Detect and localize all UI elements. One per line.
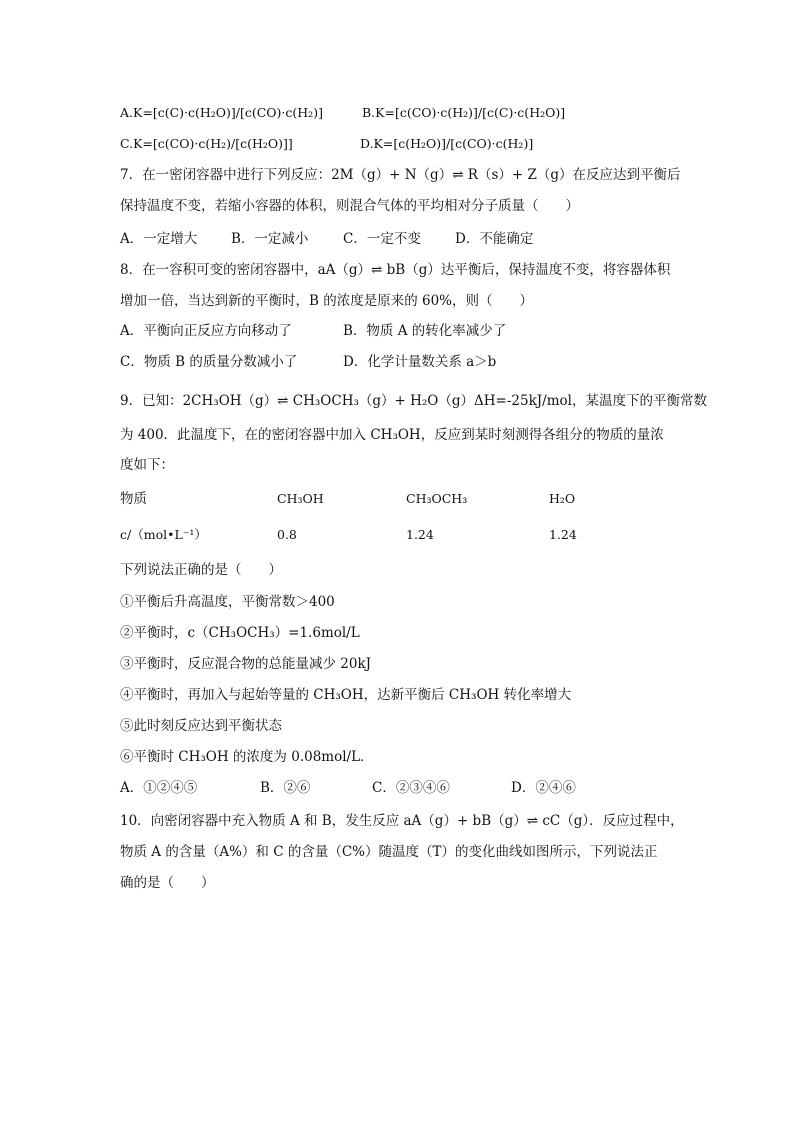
table-header-ch3och3: CH₃OCH₃ xyxy=(406,491,468,506)
table-header-h2o: H₂O xyxy=(549,491,576,506)
q6-option-a: A.K=[c(C)·c(H₂O)]/[c(CO)·c(H₂)] xyxy=(120,105,323,120)
q10-stem-line1: 10．向密闭容器中充入物质 A 和 B，发生反应 aA（g）+ bB（g）⇌ cC（g）．反应过程中， xyxy=(120,813,684,829)
q8-stem-line2: 增加一倍，当达到新的平衡时，B 的浓度是原来的 60%，则（ ） xyxy=(120,293,534,309)
q9-statement-2: ②平衡时，c（CH₃OCH₃）=1.6mol/L xyxy=(120,625,360,641)
q7-stem-line2: 保持温度不变，若缩小容器的体积，则混合气体的平均相对分子质量（ ） xyxy=(120,198,579,214)
q9-statement-5: ⑤此时刻反应达到平衡状态 xyxy=(120,718,282,734)
q7-stem-line1: 7．在一密闭容器中进行下列反应：2M（g）+ N（g）⇌ R（s）+ Z（g）在反应达到平衡后 xyxy=(120,167,681,183)
q6-option-d: D.K=[c(H₂O)]/[c(CO)·c(H₂)] xyxy=(360,136,534,151)
table-cell-ch3och3: 1.24 xyxy=(406,527,434,542)
table-header-ch3oh: CH₃OH xyxy=(277,491,324,506)
q7-option-a: A．一定增大 xyxy=(120,231,198,247)
q10-stem-line3: 确的是（ ） xyxy=(120,875,215,891)
q10-stem-line2: 物质 A 的含量（A%）和 C 的含量（C%）随温度（T）的变化曲线如图所示，下列说法正 xyxy=(120,844,658,860)
q9-option-d: D．②④⑥ xyxy=(511,780,576,796)
q9-statement-1: ①平衡后升高温度，平衡常数＞400 xyxy=(120,594,335,610)
q9-statement-3: ③平衡时，反应混合物的总能量减少 20kJ xyxy=(120,656,372,672)
q9-option-c: C．②③④⑥ xyxy=(372,780,450,796)
q7-option-d: D．不能确定 xyxy=(455,231,534,247)
q8-option-d: D．化学计量数关系 a＞b xyxy=(343,354,497,370)
q8-option-c: C．物质 B 的质量分数减小了 xyxy=(120,354,298,370)
q9-prompt: 下列说法正确的是（ ） xyxy=(120,562,282,578)
table-row-unit: c/（mol•L⁻¹） xyxy=(120,527,207,542)
q9-statement-4: ④平衡时，再加入与起始等量的 CH₃OH，达新平衡后 CH₃OH 转化率增大 xyxy=(120,687,572,703)
q8-option-a: A．平衡向正反应方向移动了 xyxy=(120,323,292,339)
q8-option-b: B．物质 A 的转化率减少了 xyxy=(343,323,507,339)
q9-statement-6: ⑥平衡时 CH₃OH 的浓度为 0.08mol/L． xyxy=(120,749,374,765)
table-header-substance: 物质 xyxy=(120,491,147,507)
q8-stem-line1: 8．在一容积可变的密闭容器中，aA（g）⇌ bB（g）达平衡后，保持温度不变，将容器体积 xyxy=(120,262,671,278)
q9-option-b: B．②⑥ xyxy=(260,780,311,796)
q6-option-c: C.K=[c(CO)·c(H₂)/[c(H₂O)]] xyxy=(120,136,293,151)
q9-stem-line3: 度如下： xyxy=(120,457,174,473)
table-cell-h2o: 1.24 xyxy=(549,527,577,542)
q9-stem-line2: 为 400．此温度下，在的密闭容器中加入 CH₃OH，反应到某时刻测得各组分的物质的量浓 xyxy=(120,427,664,443)
q9-stem-line1: 9．已知：2CH₃OH（g）⇌ CH₃OCH₃（g）+ H₂O（g）ΔH=-25kJ/mol，某温度下的平衡常数 xyxy=(120,393,707,409)
q7-option-c: C．一定不变 xyxy=(343,231,421,247)
q9-option-a: A．①②④⑤ xyxy=(120,780,198,796)
q7-option-b: B．一定减小 xyxy=(231,231,309,247)
table-cell-ch3oh: 0.8 xyxy=(277,527,297,542)
q6-option-b: B.K=[c(CO)·c(H₂)]/[c(C)·c(H₂O)] xyxy=(362,105,566,120)
